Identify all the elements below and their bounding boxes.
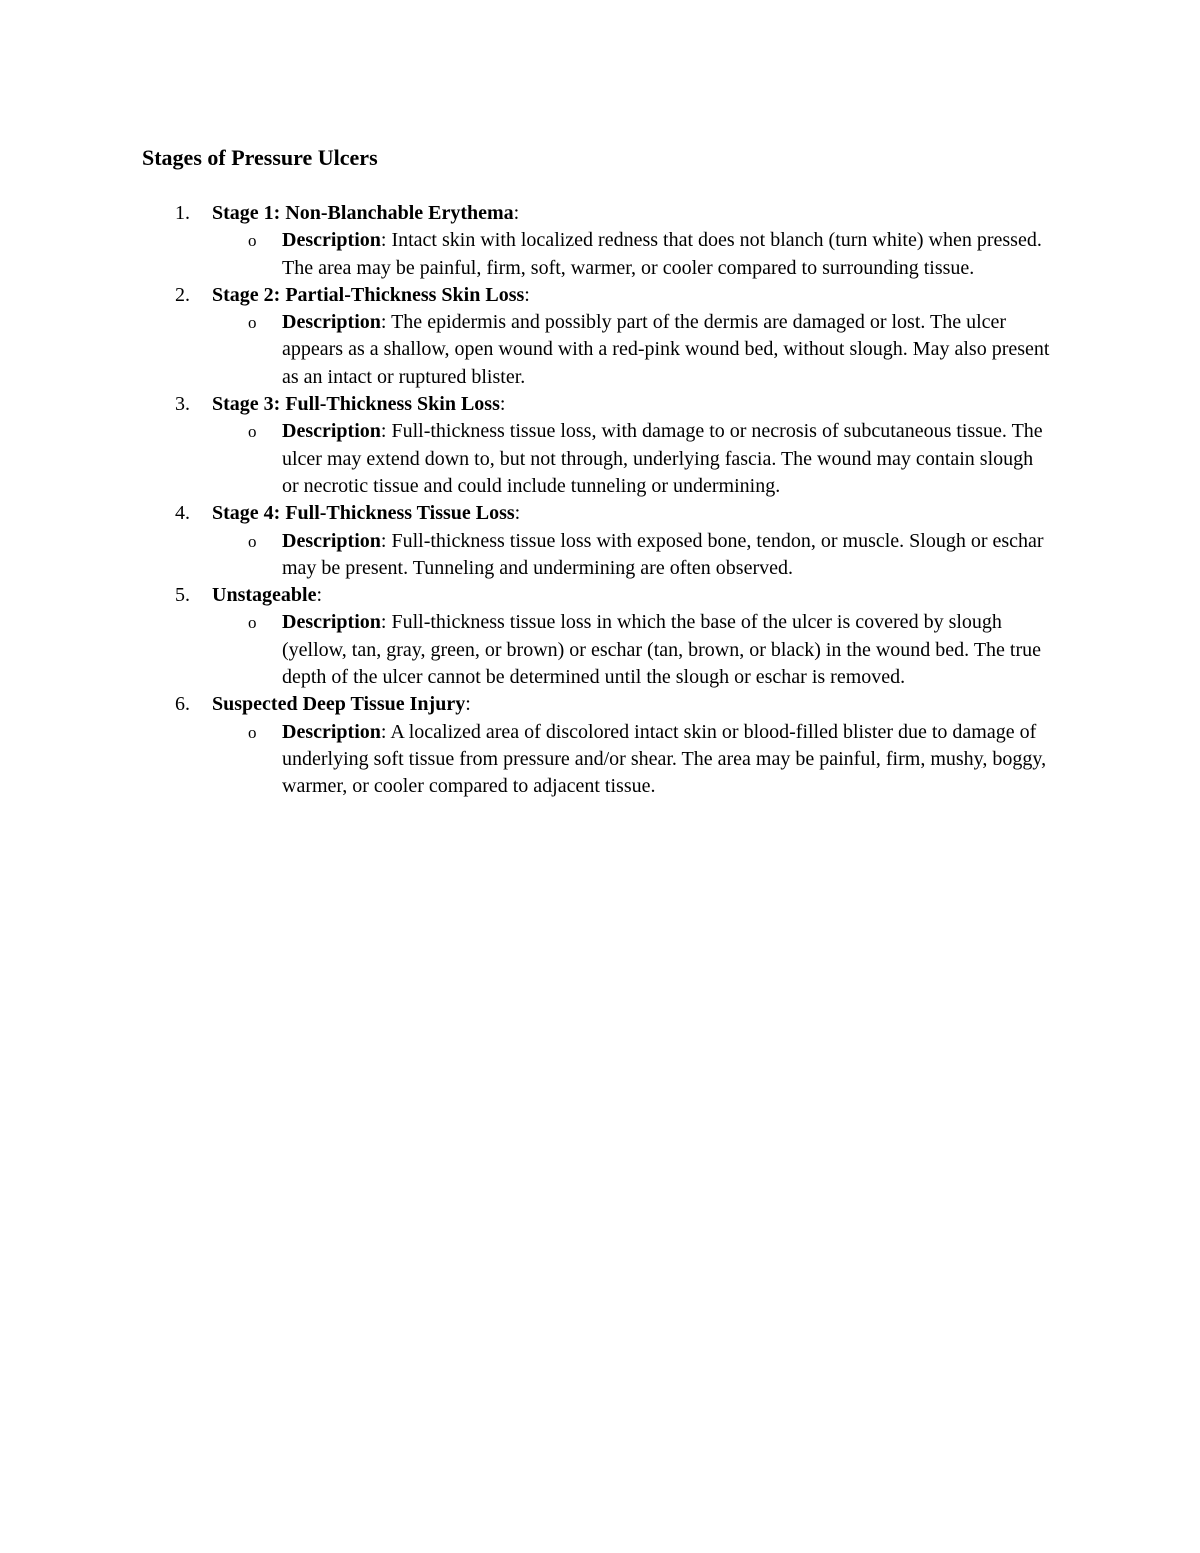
circle-bullet-icon: o — [248, 313, 257, 333]
stage-item — [142, 391, 1072, 500]
description-item — [142, 418, 1052, 500]
stage-name: Unstageable — [212, 584, 317, 607]
description-list — [142, 719, 1072, 801]
colon: : — [513, 202, 520, 224]
colon: : — [316, 584, 323, 607]
colon: : — [499, 393, 506, 416]
stage-heading — [142, 200, 1072, 227]
stage-item — [142, 200, 1072, 282]
description-item — [142, 227, 1052, 282]
circle-bullet-icon: o — [248, 531, 257, 551]
description-text: Full-thickness tissue loss with exposed bone, tendon, or muscle. Slough or eschar may be present. Tunneling and undermining are often observed. — [282, 529, 1044, 579]
circle-bullet-icon: o — [248, 613, 257, 633]
description-list — [142, 309, 1072, 391]
stage-item — [142, 691, 1072, 800]
description-text: Full-thickness tissue loss in which the base of the ulcer is covered by slough (yellow, tan, gray, green, or brown) or eschar (tan, brown, or black) in the wound bed. The true depth of the ulcer cannot be determined until the slough or eschar is removed. — [282, 611, 1042, 689]
description-text: The epidermis and possibly part of the dermis are damaged or lost. The ulcer appears as a shallow, open wound with a red-pink wound bed, without slough. May also present as an intact or ruptured blister. — [282, 311, 1050, 388]
stage-name: Stage 1: Non-Blanchable Erythema — [212, 202, 514, 224]
stage-number: 1. — [175, 202, 190, 224]
description-text: A localized area of discolored intact skin or blood-filled blister due to damage of underlying soft tissue from pressure and/or shear. The area may be painful, firm, mushy, boggy, warmer, or cooler compared to adjacent tissue. — [282, 720, 1047, 798]
circle-bullet-icon: o — [248, 231, 257, 251]
colon: : — [524, 283, 530, 306]
colon: : — [380, 311, 387, 334]
circle-bullet-icon: o — [248, 422, 257, 442]
description-label: Description — [282, 529, 381, 552]
colon: : — [380, 611, 387, 634]
description-label: Description — [282, 611, 381, 634]
description-list — [142, 227, 1072, 282]
stage-heading — [142, 500, 1072, 527]
description-text: Full-thickness tissue loss, with damage to or necrosis of subcutaneous tissue. The ulcer may extend down to, but not through, underlying fascia. The wound may contain slough or necrotic tissue and could include tunneling or undermining. — [282, 420, 1043, 497]
description-label: Description — [282, 311, 381, 334]
colon: : — [380, 529, 387, 552]
stage-item — [142, 582, 1072, 691]
stage-item — [142, 500, 1072, 582]
description-label: Description — [282, 229, 381, 252]
page-title: Stages of Pressure Ulcers — [142, 145, 378, 170]
description-list — [142, 609, 1072, 691]
stage-heading — [142, 282, 1072, 309]
colon: : — [465, 693, 471, 716]
colon: : — [380, 420, 387, 443]
stage-name: Stage 2: Partial-Thickness Skin Loss — [212, 283, 525, 306]
stage-number: 6. — [175, 693, 190, 716]
description-list — [142, 418, 1072, 500]
stage-item — [142, 282, 1072, 391]
stage-name: Suspected Deep Tissue Injury — [212, 693, 466, 716]
description-label: Description — [282, 420, 381, 443]
stage-list — [142, 200, 1072, 801]
stage-name: Stage 4: Full-Thickness Tissue Loss — [212, 502, 515, 525]
colon: : — [380, 720, 387, 743]
stage-number: 5. — [175, 584, 190, 607]
description-label: Description — [282, 720, 381, 743]
description-item — [142, 528, 1052, 583]
stage-number: 2. — [175, 283, 190, 306]
stage-name: Stage 3: Full-Thickness Skin Loss — [212, 393, 500, 416]
description-item — [142, 609, 1052, 691]
colon: : — [380, 229, 387, 252]
description-item — [142, 309, 1052, 391]
stage-number: 4. — [175, 502, 190, 525]
stage-heading — [142, 691, 1072, 718]
stage-heading — [142, 391, 1072, 418]
description-item — [142, 719, 1052, 801]
description-text: Intact skin with localized redness that does not blanch (turn white) when pressed. The area may be painful, firm, soft, warmer, or cooler compared to surrounding tissue. — [282, 229, 1042, 279]
stage-number: 3. — [175, 393, 190, 416]
stage-heading — [142, 582, 1072, 609]
description-list — [142, 528, 1072, 583]
colon: : — [514, 502, 521, 525]
circle-bullet-icon: o — [248, 722, 257, 742]
